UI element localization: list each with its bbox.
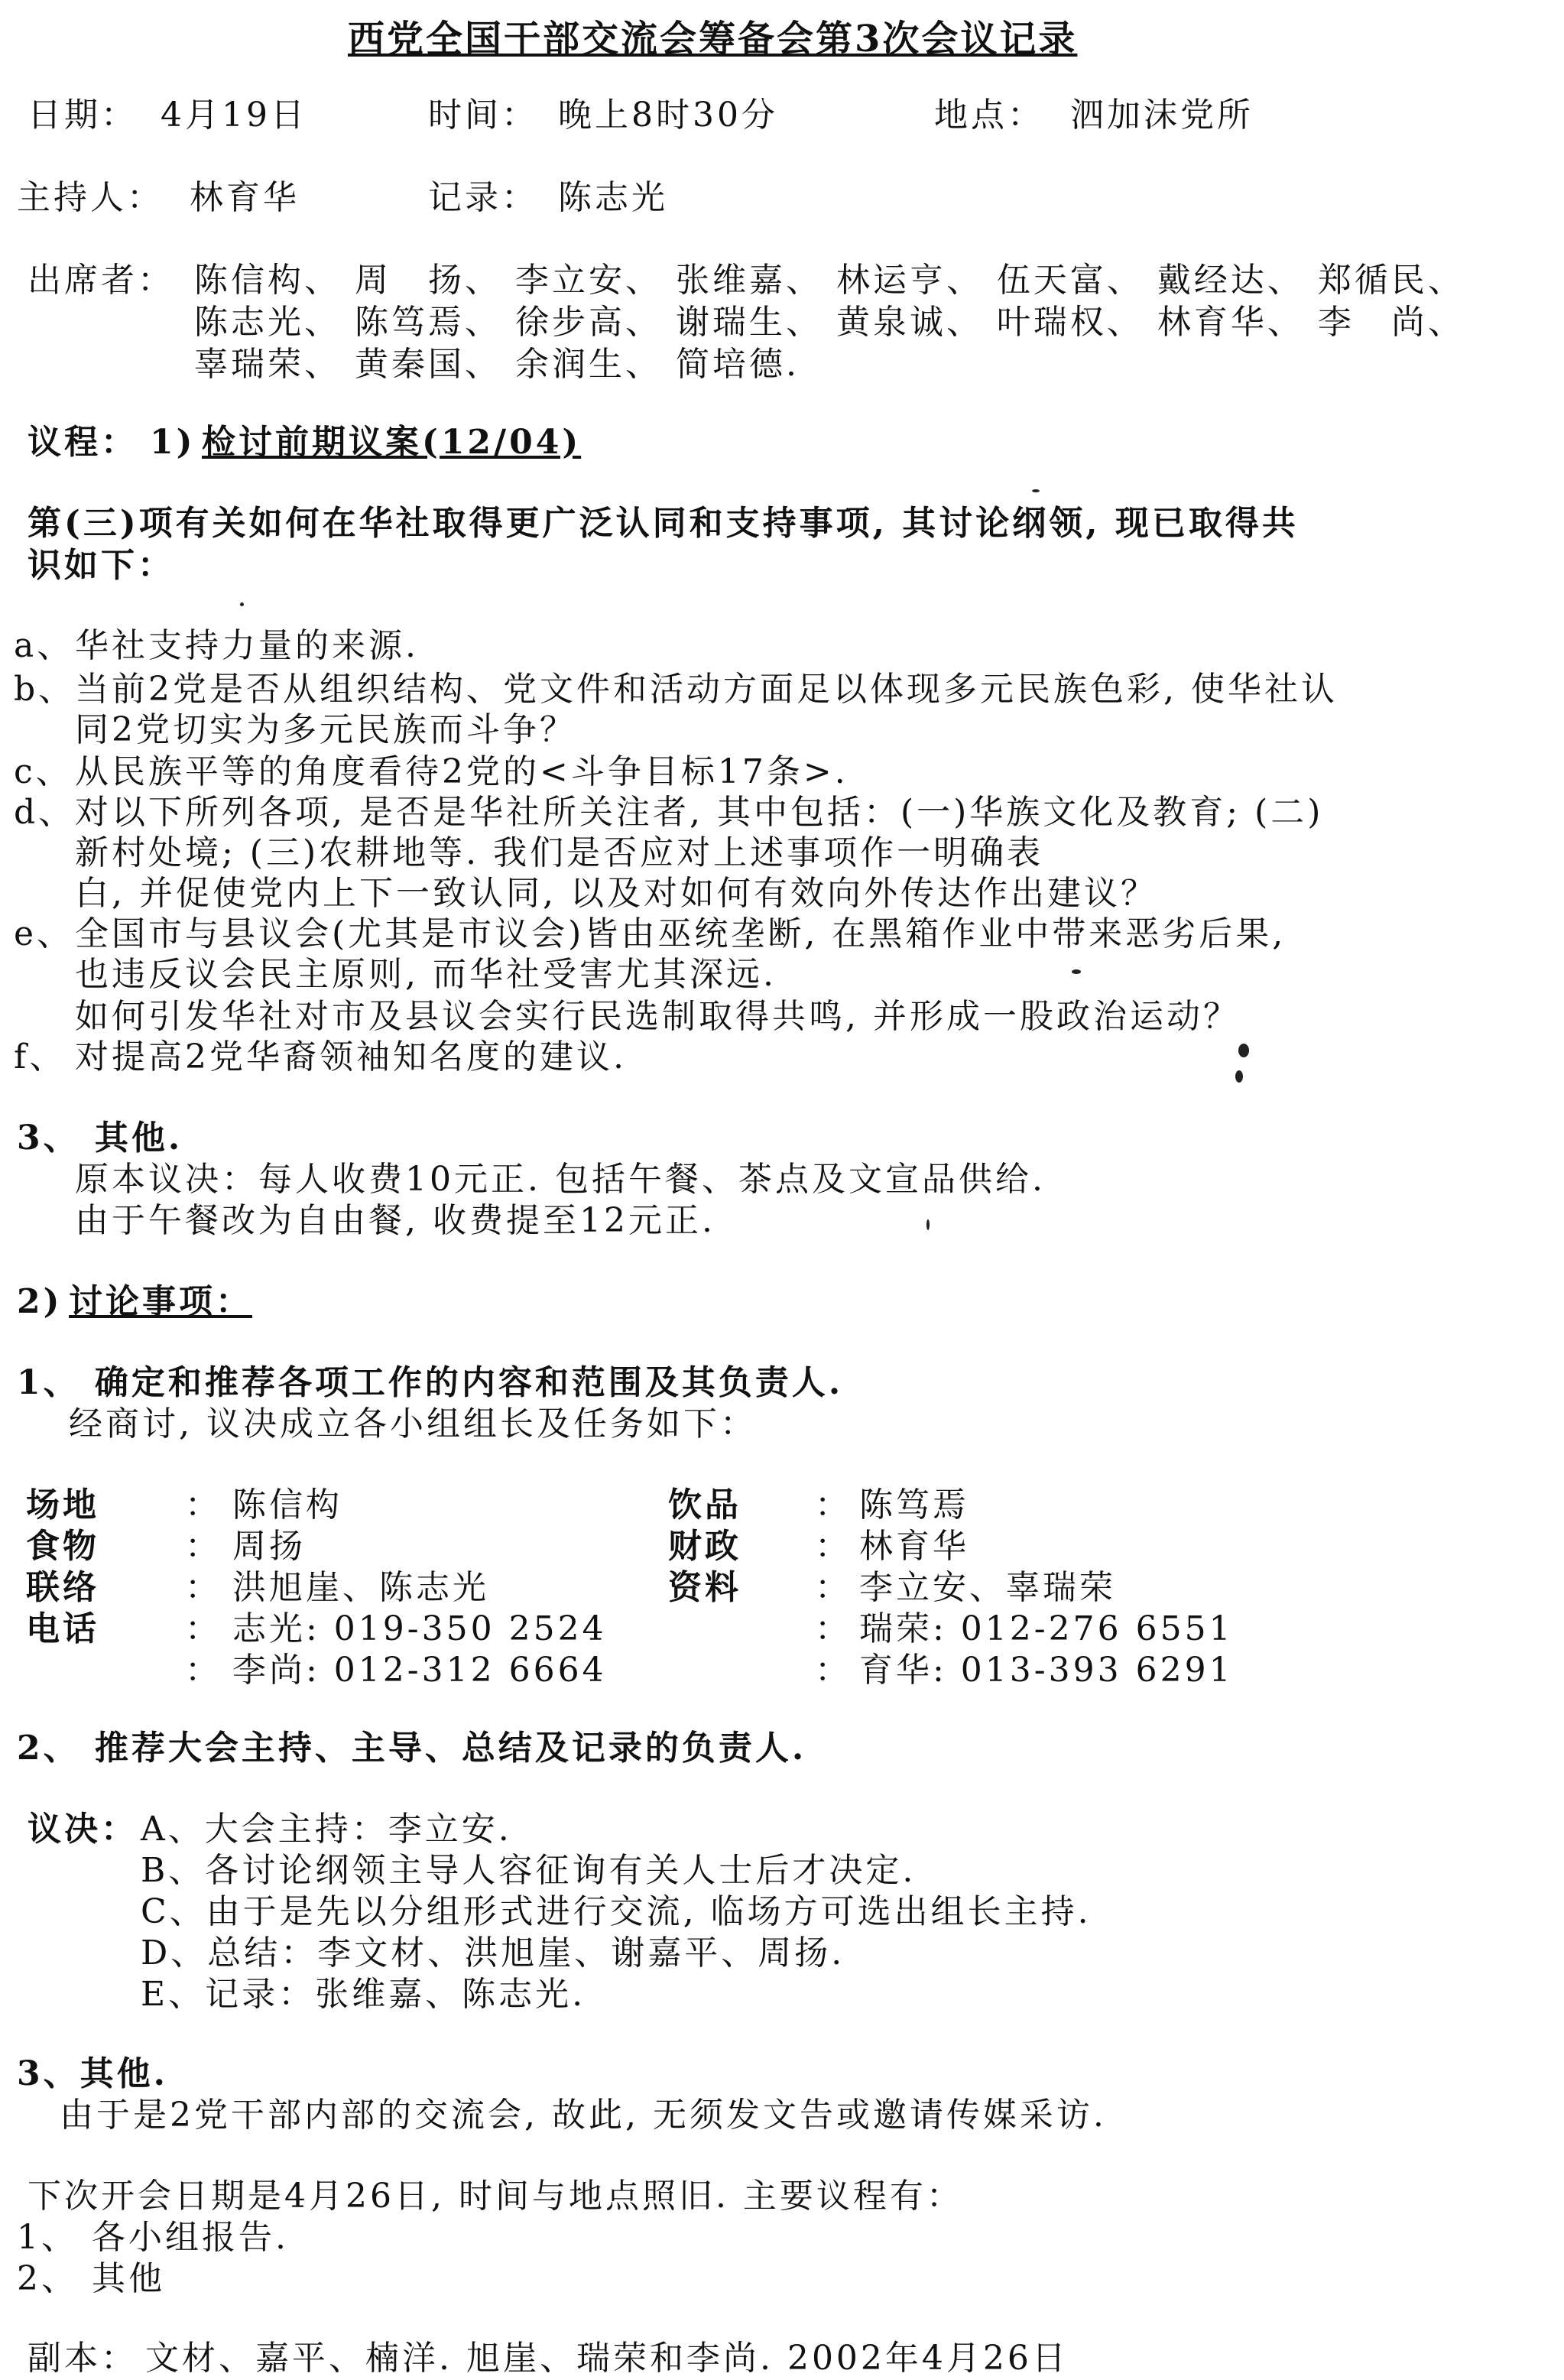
point-marker: e、 [14, 914, 74, 953]
assignment-role: 场地 [26, 1485, 99, 1524]
assignment-role: 电话 [26, 1609, 99, 1648]
scan-speck [240, 602, 244, 606]
place-value: 泗加沫党所 [1070, 96, 1254, 135]
resolution-item: C、由于是先以分组形式进行交流, 临场方可选出组长主持. [141, 1892, 1092, 1931]
assignment-separator: ： [185, 1485, 222, 1524]
point-line: 华社支持力量的来源. [75, 626, 419, 665]
assignment-separator: ： [815, 1527, 852, 1566]
point-line: 白, 并促使党内上下一致认同, 以及对如何有效向外传达作出建议？ [75, 874, 1157, 913]
point-line: 同2党切实为多元民族而斗争？ [75, 710, 576, 749]
point-line: 如何引发华社对市及县议会实行民选制取得共鸣, 并形成一股政治运动？ [75, 997, 1240, 1036]
point-line: 新村处境; (三)农耕地等. 我们是否应对上述事项作一明确表 [75, 833, 1044, 872]
agenda-title: 检讨前期议案(12/04) [202, 423, 582, 462]
scan-speck [1235, 1070, 1243, 1083]
resolution-item: D、总结：李文材、洪旭崖、谢嘉平、周扬. [141, 1934, 845, 1973]
scan-speck [1032, 489, 1040, 492]
date-label: 日期： [28, 96, 138, 135]
assignment-separator: ： [815, 1651, 852, 1690]
assignment-separator: ： [185, 1568, 222, 1607]
assignment-separator: ： [815, 1568, 852, 1607]
next-meeting-line: 下次开会日期是4月26日, 时间与地点照旧. 主要议程有： [28, 2177, 963, 2216]
assignment-value: 周扬 [232, 1527, 306, 1566]
discussion1-intro: 经商讨, 议决成立各小组组长及任务如下： [69, 1404, 757, 1443]
assignment-value: 陈笃焉 [859, 1485, 969, 1524]
agenda2-title: 讨论事项： [69, 1282, 252, 1321]
assignment-value: 志光: 019-350 2524 [232, 1609, 607, 1648]
cc-label: 副本： [28, 2339, 138, 2378]
resolution-item: B、各讨论纲领主导人容征询有关人士后才决定. [141, 1851, 917, 1890]
assignment-value: 洪旭崖、陈志光 [232, 1568, 489, 1607]
assignment-value: 林育华 [859, 1527, 969, 1566]
assignment-separator: ： [185, 1609, 222, 1648]
place-label: 地点： [934, 96, 1044, 135]
assignment-value: 瑞荣: 012-276 6551 [859, 1609, 1234, 1648]
point-line: 当前2党是否从组织结构、党文件和活动方面足以体现多元民族色彩, 使华社认 [75, 670, 1338, 709]
assignment-separator: ： [185, 1651, 222, 1690]
others2-heading: 3、其他. [17, 2054, 168, 2093]
attendees-label: 出席者： [28, 261, 174, 300]
point-marker: a、 [14, 626, 74, 665]
discussion2-heading: 2、 推荐大会主持、主导、总结及记录的负责人. [17, 1729, 807, 1768]
assignment-value: 陈信构 [232, 1485, 342, 1524]
scan-speck [926, 1219, 930, 1230]
assignment-role: 食物 [26, 1527, 99, 1566]
next-meeting-item: 1、 各小组报告. [17, 2218, 289, 2257]
cc-value: 文材、嘉平、楠洋. 旭崖、瑞荣和李尚. 2002年4月26日 [145, 2339, 1069, 2378]
time-value: 晚上8时30分 [558, 96, 778, 135]
recorder-label: 记录： [428, 178, 538, 217]
point-marker: b、 [14, 670, 76, 709]
assignment-role: 资料 [668, 1568, 741, 1607]
point-line: 全国市与县议会(尤其是市议会)皆由巫统垄断, 在黑箱作业中带来恶劣后果, [75, 914, 1287, 953]
resolution-item: E、记录：张维嘉、陈志光. [141, 1975, 586, 2014]
assignment-value: 李立安、辜瑞荣 [859, 1568, 1116, 1607]
resolution-label: 议决： [28, 1810, 138, 1849]
item3-intro-line: 第(三)项有关如何在华社取得更广泛认同和支持事项, 其讨论纲领, 现已取得共 [28, 504, 1299, 543]
assignment-value: 李尚: 012-312 6664 [232, 1651, 607, 1690]
date-value: 4月19日 [161, 96, 307, 135]
item3-intro-line: 识如下： [28, 546, 174, 585]
others2-line: 由于是2党干部内部的交流会, 故此, 无须发文告或邀请传媒采访. [60, 2096, 1107, 2135]
point-line: 对以下所列各项, 是否是华社所关注者, 其中包括：(一)华族文化及教育; (二) [75, 793, 1324, 832]
point-line: 对提高2党华裔领袖知名度的建议. [75, 1037, 627, 1076]
assignment-value: 育华: 013-393 6291 [859, 1651, 1234, 1690]
attendees-line: 辜瑞荣、 黄秦国、 余润生、 简培德. [194, 345, 800, 384]
assignment-role: 财政 [668, 1527, 741, 1566]
document-title: 西党全国干部交流会筹备会第3次会议记录 [348, 18, 1078, 60]
assignment-separator: ： [185, 1527, 222, 1566]
recorder-value: 陈志光 [558, 178, 668, 217]
chair-value: 林育华 [190, 178, 300, 217]
others1-heading: 3、 其他. [17, 1119, 183, 1158]
point-marker: d、 [14, 793, 76, 832]
agenda-label: 议程： [28, 423, 138, 462]
others1-line: 原本议决：每人收费10元正. 包括午餐、茶点及文宣品供给. [75, 1160, 1046, 1199]
next-meeting-item: 2、 其他 [17, 2259, 165, 2298]
resolution-item: A、大会主持：李立安. [141, 1810, 512, 1849]
assignment-role: 联络 [26, 1568, 99, 1607]
assignment-separator: ： [815, 1609, 852, 1648]
attendees-line: 陈信构、 周 扬、 李立安、 张维嘉、 林运亨、 伍天富、 戴经达、 郑循民、 [194, 261, 1465, 300]
scan-speck [1072, 969, 1081, 974]
point-marker: c、 [14, 752, 73, 791]
others1-line: 由于午餐改为自由餐, 收费提至12元正. [75, 1201, 715, 1240]
time-label: 时间： [428, 96, 538, 135]
scan-speck [1238, 1044, 1249, 1057]
agenda2-number: 2) [17, 1282, 63, 1321]
point-marker: f、 [14, 1037, 67, 1076]
assignment-role: 饮品 [668, 1485, 741, 1524]
agenda-number: 1) [150, 423, 196, 462]
attendees-line: 陈志光、 陈笃焉、 徐步高、 谢瑞生、 黄泉诚、 叶瑞权、 林育华、 李 尚、 [194, 303, 1465, 342]
assignment-separator: ： [815, 1485, 852, 1524]
chair-label: 主持人： [17, 178, 164, 217]
point-line: 也违反议会民主原则, 而华社受害尤其深远. [75, 955, 777, 994]
discussion1-heading: 1、 确定和推荐各项工作的内容和范围及其负责人. [17, 1363, 844, 1402]
point-line: 从民族平等的角度看待2党的<斗争目标17条>. [75, 752, 849, 791]
